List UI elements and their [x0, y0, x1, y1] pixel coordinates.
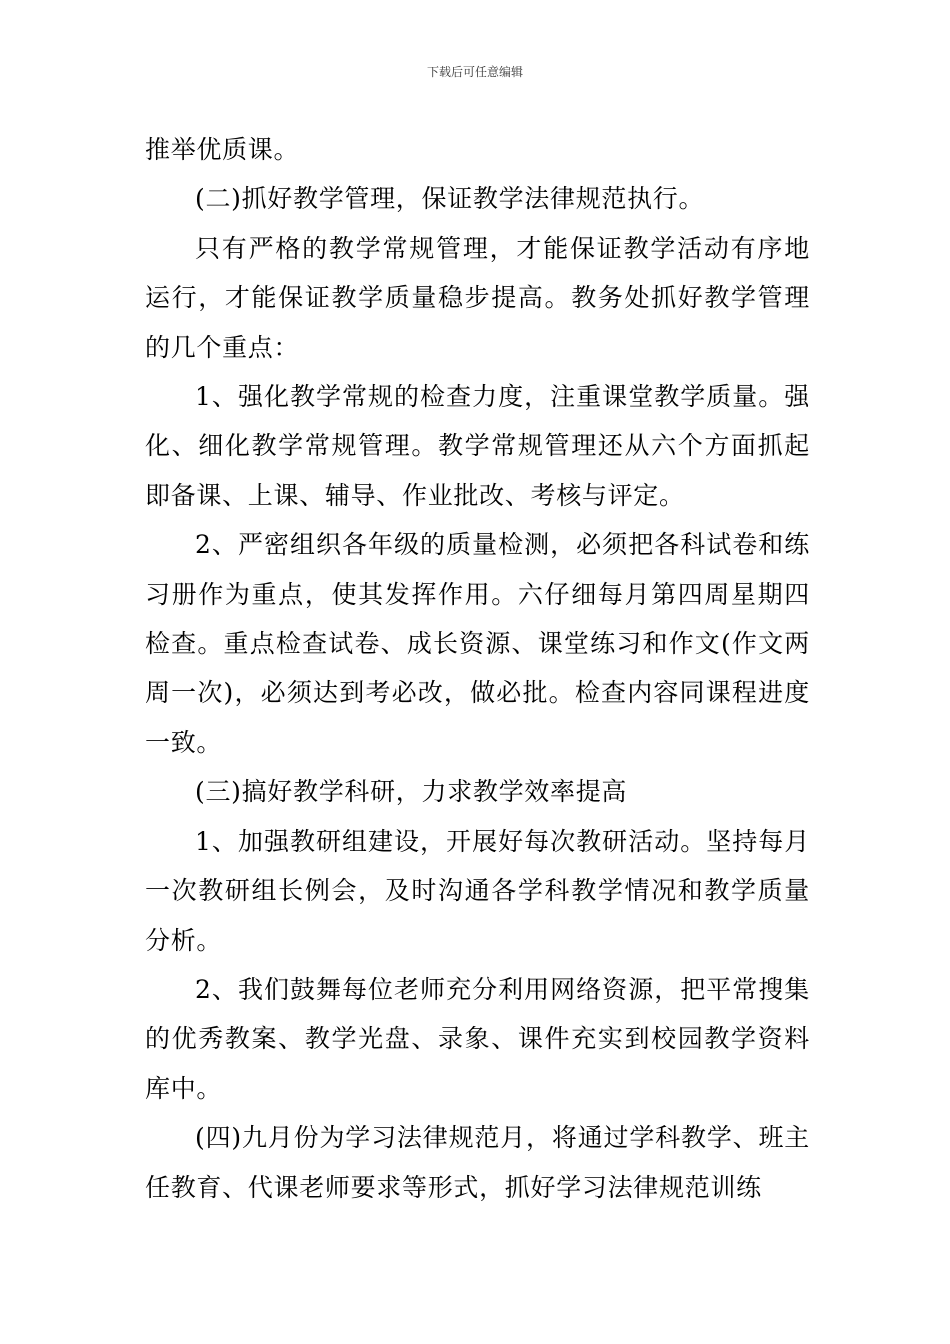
paragraph-4: 1、强化教学常规的检查力度，注重课堂教学质量。强化、细化教学常规管理。教学常规管理还从六个方面抓起即备课、上课、辅导、作业批改、考核与评定。 — [145, 382, 810, 510]
document-body — [145, 125, 810, 1212]
paragraph-7: 1、加强教研组建设，开展好每次教研活动。坚持每月一次教研组长例会，及时沟通各学科教学情况和教学质量分析。 — [145, 826, 810, 955]
page-header: 下载后可任意编辑 — [426, 65, 523, 79]
paragraph-1: 推举优质课。 — [145, 135, 300, 164]
paragraph-6: (三)搞好教学科研，力求教学效率提高 — [195, 777, 628, 807]
paragraph-2: (二)抓好教学管理，保证教学法律规范执行。 — [195, 184, 705, 214]
paragraph-8: 2、我们鼓舞每位老师充分利用网络资源，把平常搜集的优秀教案、教学光盘、录象、课件充实到校园教学资料库中。 — [145, 974, 810, 1103]
paragraph-5: 2、严密组织各年级的质量检测，必须把各科试卷和练习册作为重点，使其发挥作用。六仔细每月第四周星期四检查。重点检查试卷、成长资源、课堂练习和作文(作文两周一次)，必须达到考必改，做必批。检查内容同课程进度一致。 — [145, 530, 810, 757]
paragraph-3: 只有严格的教学常规管理，才能保证教学活动有序地运行，才能保证教学质量稳步提高。教务处抓好教学管理的几个重点： — [145, 233, 810, 362]
paragraph-9: (四)九月份为学习法律规范月，将通过学科教学、班主任教育、代课老师要求等形式，抓好学习法律规范训练 — [145, 1123, 810, 1202]
